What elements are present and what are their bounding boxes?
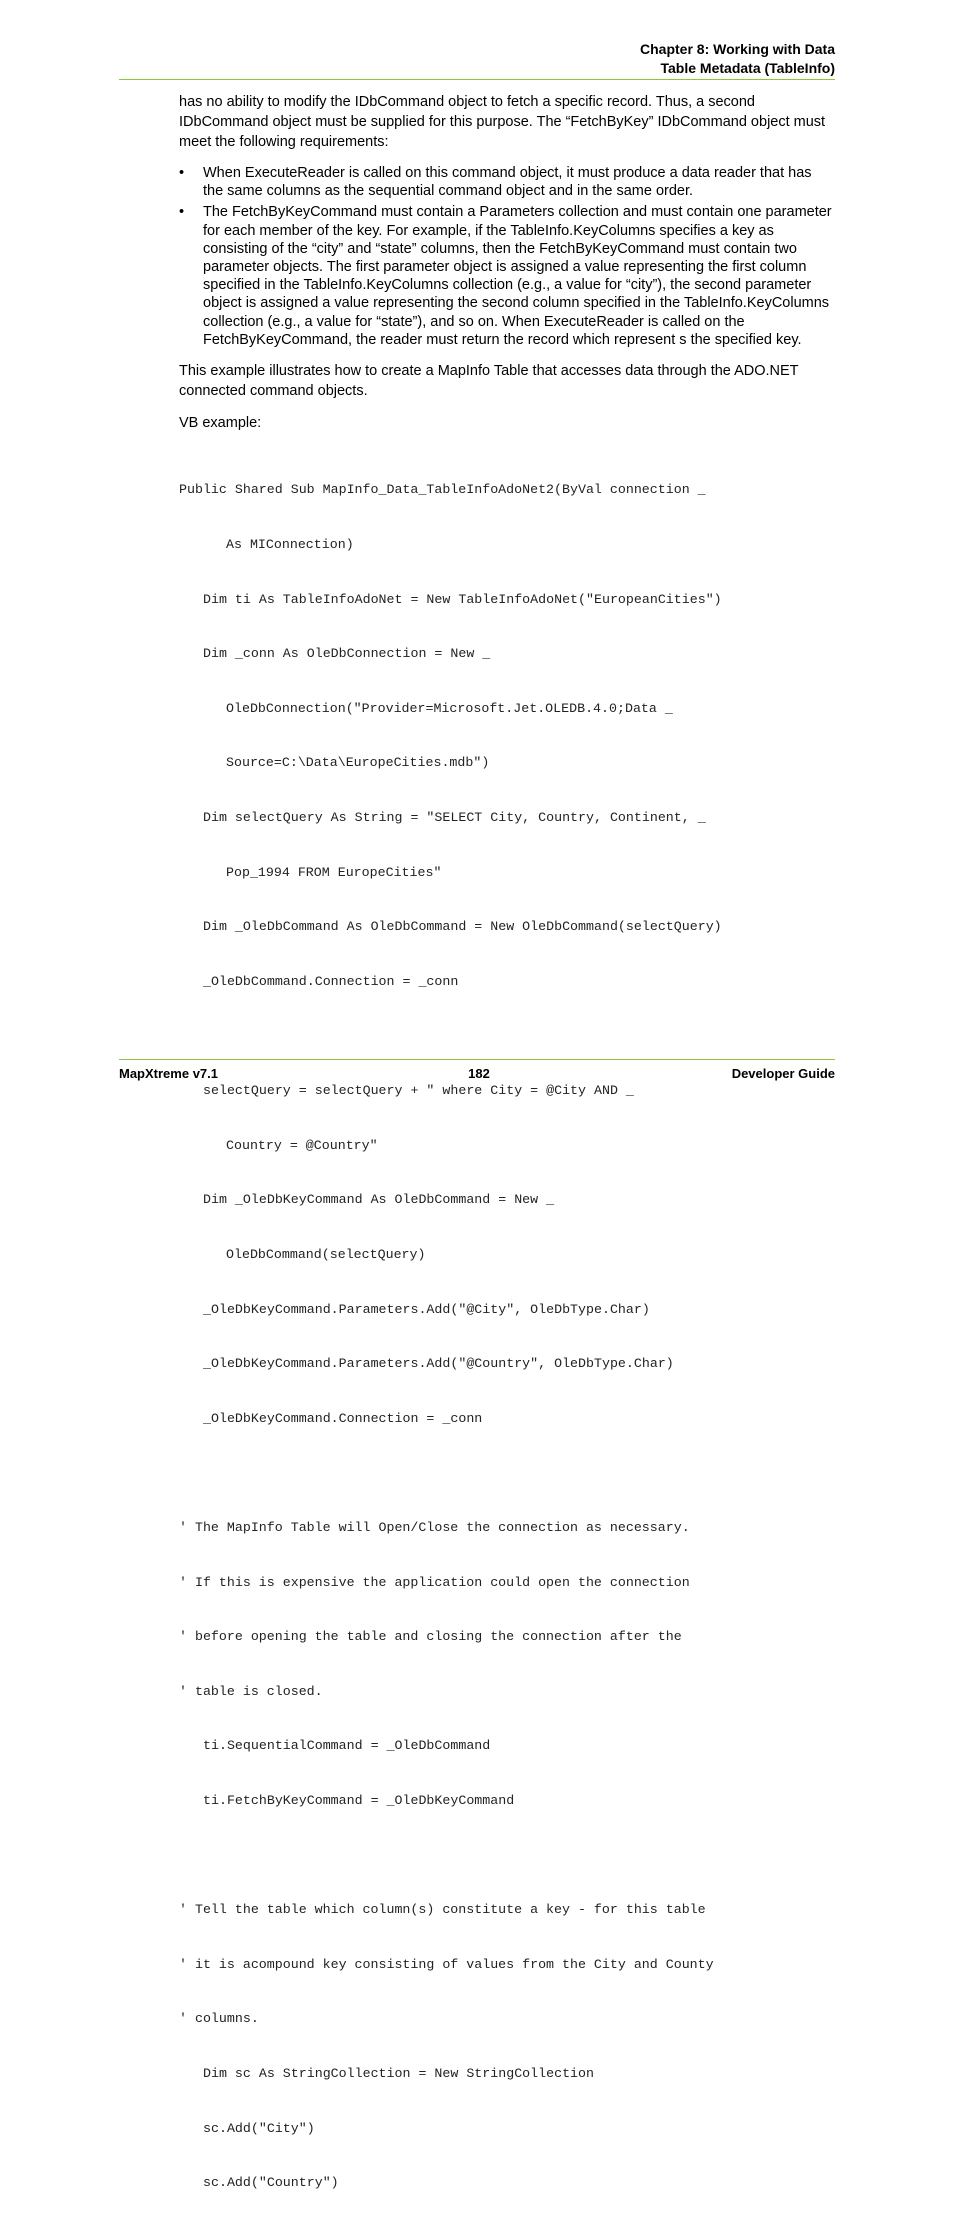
- code-line: Dim _conn As OleDbConnection = New _: [203, 646, 491, 662]
- guide-title: Developer Guide: [731, 1066, 835, 1081]
- code-line: Source=C:\Data\EuropeCities.mdb"): [226, 755, 490, 771]
- section-title: Table Metadata (TableInfo): [660, 60, 835, 76]
- list-item: [179, 203, 835, 349]
- code-line: _OleDbKeyCommand.Parameters.Add("@City", OleDbType.Char): [203, 1301, 650, 1317]
- running-header: [640, 40, 835, 78]
- list-item-text: When ExecuteReader is called on this command object, it must produce a data reader that has the same columns as the sequential command object and in the same order.: [203, 165, 812, 200]
- code-comment-line: ' Tell the table which column(s) constitute a key - for this table: [179, 1902, 706, 1918]
- code-line: As MIConnection): [226, 537, 354, 553]
- running-footer: [119, 1066, 835, 1084]
- header-rule: [119, 79, 835, 80]
- intro-paragraph: has no ability to modify the IDbCommand object to fetch a specific record. Thus, a second IDbCommand object must be supplied for this purpose. The “FetchByKey” IDbCommand object must meet the following requirements:: [179, 94, 826, 150]
- code-line: Dim ti As TableInfoAdoNet = New TableInfoAdoNet("EuropeanCities"): [203, 591, 722, 607]
- code-comment-line: ' before opening the table and closing the connection after the: [179, 1629, 682, 1645]
- code-line: _OleDbCommand.Connection = _conn: [203, 973, 459, 989]
- code-line: selectQuery = selectQuery + " where City = @City AND _: [203, 1083, 634, 1099]
- code-line: Public Shared Sub MapInfo_Data_TableInfoAdoNet2(ByVal connection _: [179, 482, 706, 498]
- code-line: ti.SequentialCommand = _OleDbCommand: [203, 1738, 491, 1754]
- code-line: [179, 1847, 835, 1865]
- code-line: Dim selectQuery As String = "SELECT City, Country, Continent, _: [203, 810, 706, 826]
- code-comment-line: ' If this is expensive the application could open the connection: [179, 1574, 690, 1590]
- code-comment-line: ' it is acompound key consisting of values from the City and County: [179, 1956, 714, 1972]
- page-number: 182: [468, 1066, 490, 1081]
- code-listing: [179, 445, 835, 2229]
- example-paragraph: This example illustrates how to create a MapInfo Table that accesses data through the ADO.NET connected command objects.: [179, 363, 799, 400]
- bullet-marker: •: [179, 204, 185, 221]
- code-line: [179, 1464, 835, 1482]
- page-body: [179, 92, 835, 2229]
- requirements-list: [179, 164, 835, 349]
- code-line: [179, 1028, 835, 1046]
- code-line: ti.FetchByKeyCommand = _OleDbKeyCommand: [203, 1793, 515, 1809]
- code-line: Dim _OleDbCommand As OleDbCommand = New OleDbCommand(selectQuery): [203, 919, 722, 935]
- code-comment-line: ' table is closed.: [179, 1683, 323, 1699]
- code-line: Pop_1994 FROM EuropeCities": [226, 864, 442, 880]
- footer-rule: [119, 1059, 835, 1060]
- code-comment-line: ' The MapInfo Table will Open/Close the connection as necessary.: [179, 1519, 690, 1535]
- code-line: Country = @Country": [226, 1137, 378, 1153]
- vb-example-label: VB example:: [179, 415, 262, 432]
- code-line: sc.Add("Country"): [203, 2175, 339, 2191]
- list-item: [179, 164, 835, 200]
- bullet-marker: •: [179, 165, 185, 181]
- code-line: Dim _OleDbKeyCommand As OleDbCommand = New _: [203, 1192, 555, 1208]
- chapter-title: Chapter 8: Working with Data: [640, 41, 835, 57]
- list-item-text: The FetchByKeyCommand must contain a Parameters collection and must contain one parameter for each member of the key. For example, if the TableInfo.KeyColumns specifies a key as consisting of the “city” and “state” columns, then the FetchByKeyCommand must contain two parameter objects. The first parameter object is assigned a value representing the first column specified in the TableInfo.KeyColumns collection (e.g., a value for “city”), the second parameter object is assigned a value representing the second column specified in the TableInfo.KeyColumns collection (e.g., a value for “state”), and so on. When ExecuteReader is called on the FetchByKeyCommand, the reader must return the record which represent s the specified key.: [203, 204, 832, 348]
- code-line: OleDbCommand(selectQuery): [226, 1246, 426, 1262]
- code-comment-line: ' columns.: [179, 2011, 259, 2027]
- code-line: _OleDbKeyCommand.Parameters.Add("@Country", OleDbType.Char): [203, 1356, 674, 1372]
- code-line: Dim sc As StringCollection = New StringCollection: [203, 2066, 594, 2082]
- product-name: MapXtreme v7.1: [119, 1066, 218, 1081]
- code-line: OleDbConnection("Provider=Microsoft.Jet.OLEDB.4.0;Data _: [226, 700, 673, 716]
- code-line: sc.Add("City"): [203, 2120, 315, 2136]
- code-line: _OleDbKeyCommand.Connection = _conn: [203, 1410, 483, 1426]
